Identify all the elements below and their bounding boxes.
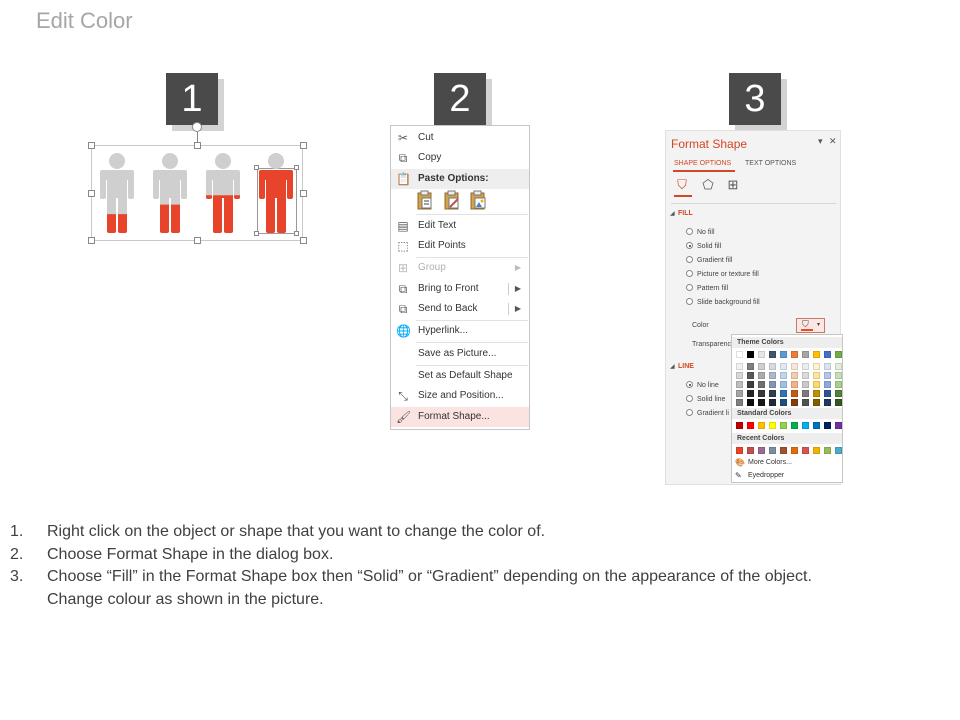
paste-picture-icon[interactable] xyxy=(469,190,487,210)
more-colors-option[interactable] xyxy=(735,457,792,468)
theme-shade-swatch[interactable] xyxy=(736,363,743,370)
size-position-icon: ⤡ xyxy=(398,389,408,403)
option-label: Gradient li xyxy=(697,410,729,417)
theme-shade-swatch[interactable] xyxy=(769,363,776,370)
person-figure[interactable] xyxy=(98,153,136,233)
recent-colors-header: Recent Colors xyxy=(732,433,842,444)
theme-color-swatch[interactable] xyxy=(758,351,765,358)
theme-shade-swatch[interactable] xyxy=(747,363,754,370)
instruction-text: Choose Format Shape in the dialog box. xyxy=(47,545,334,563)
instruction-number: 3. xyxy=(10,568,24,585)
hyperlink-icon: 🌐 xyxy=(396,324,411,338)
resize-handle[interactable] xyxy=(88,190,95,197)
instruction-text: Right click on the object or shape that you want to change the color of. xyxy=(47,523,546,540)
instruction-item xyxy=(10,521,950,544)
close-icon[interactable]: ✕ xyxy=(829,136,837,146)
theme-shade-swatch[interactable] xyxy=(835,363,842,370)
theme-shade-swatch[interactable] xyxy=(758,363,765,370)
fill-section-header[interactable]: FILL xyxy=(678,210,693,217)
eyedropper-option[interactable] xyxy=(735,470,784,481)
standard-color-swatch[interactable] xyxy=(824,422,831,429)
instruction-number xyxy=(10,589,47,612)
theme-shade-swatch[interactable] xyxy=(824,390,831,397)
format-shape-icon: 🖌 xyxy=(396,410,412,424)
option-label: Gradient fill xyxy=(697,257,733,264)
menu-item-send-to-back[interactable] xyxy=(391,299,529,319)
theme-shade-swatch[interactable] xyxy=(813,390,820,397)
instruction-item xyxy=(10,589,950,612)
theme-shade-swatch[interactable] xyxy=(769,381,776,388)
pane-title: Format Shape xyxy=(671,137,748,151)
radio-button[interactable] xyxy=(686,409,693,416)
paint-bucket-icon: ⛉ xyxy=(802,319,809,329)
scissors-icon: ✂ xyxy=(397,131,409,145)
submenu-arrow-icon[interactable]: ▶ xyxy=(514,304,521,313)
instruction-item xyxy=(10,566,950,589)
menu-item-group xyxy=(391,258,529,278)
instructions-list xyxy=(10,521,950,611)
theme-shade-swatch[interactable] xyxy=(747,399,754,406)
theme-color-swatch[interactable] xyxy=(835,351,842,358)
theme-shade-swatch[interactable] xyxy=(835,372,842,379)
recent-color-swatch[interactable] xyxy=(802,447,809,454)
theme-shade-swatch[interactable] xyxy=(747,372,754,379)
menu-item-label: Save as Picture... xyxy=(418,348,497,359)
line-option-gradient-line[interactable] xyxy=(686,409,729,419)
recent-color-swatch[interactable] xyxy=(780,447,787,454)
standard-color-swatch[interactable] xyxy=(736,422,743,429)
theme-shade-swatch[interactable] xyxy=(758,399,765,406)
resize-handle[interactable] xyxy=(88,142,95,149)
clipboard-icon: 📋 xyxy=(396,172,411,186)
recent-color-swatch[interactable] xyxy=(791,447,798,454)
group-icon: ⊞ xyxy=(397,261,409,275)
menu-item-label: Paste Options: xyxy=(418,173,489,184)
standard-color-swatch[interactable] xyxy=(835,422,842,429)
standard-colors-header: Standard Colors xyxy=(732,408,842,419)
theme-shade-swatch[interactable] xyxy=(813,381,820,388)
collapse-triangle-icon[interactable]: ◢ xyxy=(670,364,675,370)
menu-item-label: Edit Text xyxy=(418,220,457,231)
menu-item-label: Edit Points xyxy=(418,240,466,251)
menu-item-label: Cut xyxy=(418,132,434,143)
standard-color-swatch[interactable] xyxy=(813,422,820,429)
color-label: Color xyxy=(692,322,709,329)
menu-item-bring-to-front[interactable] xyxy=(391,279,529,299)
menu-item-label: Size and Position... xyxy=(418,390,504,401)
line-option-solid-line[interactable] xyxy=(686,395,725,405)
person-figure[interactable] xyxy=(257,153,295,233)
instruction-item xyxy=(10,544,950,567)
page-title: Edit Color xyxy=(36,8,133,33)
radio-button[interactable] xyxy=(686,298,693,305)
step-3-badge: 3 xyxy=(729,73,781,125)
option-label: Solid fill xyxy=(697,243,722,250)
current-color-swatch xyxy=(801,329,813,331)
theme-shade-swatch[interactable] xyxy=(780,372,787,379)
theme-color-swatch[interactable] xyxy=(824,351,831,358)
radio-button[interactable] xyxy=(686,242,693,249)
theme-shade-swatch[interactable] xyxy=(802,390,809,397)
active-icon-indicator xyxy=(674,195,692,197)
standard-color-swatch[interactable] xyxy=(780,422,787,429)
radio-button[interactable] xyxy=(686,395,693,402)
standard-color-swatch[interactable] xyxy=(802,422,809,429)
option-label: Solid line xyxy=(697,396,726,403)
option-label: No line xyxy=(697,382,719,389)
theme-shade-swatch[interactable] xyxy=(791,390,798,397)
option-label: Pattern fill xyxy=(697,285,729,292)
theme-color-swatch[interactable] xyxy=(780,351,787,358)
bring-to-front-icon: ⧉ xyxy=(398,282,408,296)
paste-use-destination-theme-icon[interactable] xyxy=(416,190,434,210)
menu-item-edit-points[interactable] xyxy=(391,236,529,256)
option-label: No fill xyxy=(697,229,715,236)
standard-color-swatch[interactable] xyxy=(747,422,754,429)
theme-shade-swatch[interactable] xyxy=(824,399,831,406)
text-box-icon: ▤ xyxy=(397,219,409,233)
menu-item-format-shape[interactable] xyxy=(391,407,529,427)
instruction-number: 1. xyxy=(10,523,24,540)
theme-shade-swatch[interactable] xyxy=(780,363,787,370)
theme-color-swatch[interactable] xyxy=(747,351,754,358)
fill-option-slide-background[interactable] xyxy=(686,298,760,308)
menu-item-label: Group xyxy=(418,262,446,273)
theme-shade-swatch[interactable] xyxy=(813,399,820,406)
theme-colors-header: Theme Colors xyxy=(732,337,842,348)
fill-line-icon[interactable]: ⛉ xyxy=(677,177,687,192)
theme-shade-swatch[interactable] xyxy=(835,390,842,397)
theme-shade-swatch[interactable] xyxy=(802,363,809,370)
recent-color-swatch[interactable] xyxy=(747,447,754,454)
standard-color-swatch[interactable] xyxy=(769,422,776,429)
menu-item-cut[interactable] xyxy=(391,128,529,148)
resize-handle[interactable] xyxy=(300,190,307,197)
effects-pentagon-icon[interactable]: ⬠ xyxy=(702,177,714,192)
resize-handle[interactable] xyxy=(300,237,307,244)
theme-shade-swatch[interactable] xyxy=(747,381,754,388)
person-figure[interactable] xyxy=(204,153,242,233)
theme-shade-swatch[interactable] xyxy=(747,390,754,397)
theme-shade-swatch[interactable] xyxy=(769,399,776,406)
instruction-text: Change colour as shown in the picture. xyxy=(47,590,324,608)
instruction-number: 2. xyxy=(10,545,24,563)
menu-item-label: Hyperlink... xyxy=(418,325,469,336)
theme-shade-swatch[interactable] xyxy=(736,381,743,388)
theme-shade-swatch[interactable] xyxy=(791,363,798,370)
option-label: Slide background fill xyxy=(697,299,760,306)
menu-item-label: Bring to Front xyxy=(418,283,479,294)
fill-option-no-fill[interactable] xyxy=(686,228,715,238)
theme-color-swatch[interactable] xyxy=(802,351,809,358)
theme-shade-swatch[interactable] xyxy=(824,372,831,379)
theme-shade-swatch[interactable] xyxy=(791,372,798,379)
pane-divider xyxy=(671,203,836,204)
resize-handle[interactable] xyxy=(194,142,201,149)
theme-shade-swatch[interactable] xyxy=(791,399,798,406)
active-tab-indicator xyxy=(673,170,735,172)
recent-color-swatch[interactable] xyxy=(736,447,743,454)
option-label: Picture or texture fill xyxy=(697,271,759,278)
theme-shade-swatch[interactable] xyxy=(835,399,842,406)
submenu-arrow-icon: ▶ xyxy=(514,263,521,272)
theme-shade-swatch[interactable] xyxy=(813,363,820,370)
theme-shade-swatch[interactable] xyxy=(758,381,765,388)
theme-shade-swatch[interactable] xyxy=(769,372,776,379)
paste-keep-formatting-icon[interactable] xyxy=(443,190,461,210)
copy-icon: ⧉ xyxy=(398,151,408,165)
menu-item-label: Send to Back xyxy=(418,303,478,314)
fill-option-pattern-fill[interactable] xyxy=(686,284,728,294)
menu-item-hyperlink[interactable] xyxy=(391,321,529,341)
menu-separator xyxy=(416,342,528,343)
tab-text-options[interactable]: TEXT OPTIONS xyxy=(745,160,797,167)
standard-color-swatch[interactable] xyxy=(791,422,798,429)
theme-shade-swatch[interactable] xyxy=(780,399,787,406)
theme-shade-swatch[interactable] xyxy=(736,399,743,406)
radio-button[interactable] xyxy=(686,381,693,388)
submenu-arrow-icon[interactable]: ▶ xyxy=(514,284,521,293)
menu-item-label: Set as Default Shape xyxy=(418,370,513,381)
standard-color-swatch[interactable] xyxy=(758,422,765,429)
menu-item-copy[interactable] xyxy=(391,148,529,168)
theme-color-swatch[interactable] xyxy=(813,351,820,358)
resize-handle[interactable] xyxy=(88,237,95,244)
recent-color-swatch[interactable] xyxy=(813,447,820,454)
collapse-triangle-icon[interactable]: ◢ xyxy=(670,211,675,217)
split-divider xyxy=(508,303,509,315)
theme-shade-swatch[interactable] xyxy=(835,381,842,388)
radio-button[interactable] xyxy=(686,284,693,291)
theme-shade-swatch[interactable] xyxy=(802,381,809,388)
radio-button[interactable] xyxy=(686,270,693,277)
size-properties-icon[interactable]: ⊞ xyxy=(727,177,739,192)
theme-shade-swatch[interactable] xyxy=(780,390,787,397)
theme-shade-swatch[interactable] xyxy=(813,372,820,379)
edit-points-icon: ⬚ xyxy=(397,239,409,253)
theme-shade-swatch[interactable] xyxy=(824,381,831,388)
context-menu xyxy=(390,125,530,430)
theme-shade-swatch[interactable] xyxy=(780,381,787,388)
recent-color-swatch[interactable] xyxy=(835,447,842,454)
resize-handle[interactable] xyxy=(300,142,307,149)
recent-color-swatch[interactable] xyxy=(758,447,765,454)
line-section-header[interactable]: LINE xyxy=(678,363,694,370)
fill-option-picture-texture[interactable] xyxy=(686,270,759,280)
fill-color-button[interactable] xyxy=(796,318,825,333)
theme-shade-swatch[interactable] xyxy=(736,372,743,379)
theme-shade-swatch[interactable] xyxy=(791,381,798,388)
radio-button[interactable] xyxy=(686,228,693,235)
eyedropper-icon: ✎ xyxy=(735,471,742,480)
theme-shade-swatch[interactable] xyxy=(802,399,809,406)
menu-item-edit-text[interactable] xyxy=(391,216,529,236)
recent-color-swatch[interactable] xyxy=(824,447,831,454)
chevron-down-icon: ▾ xyxy=(817,322,821,328)
menu-item-set-default-shape[interactable] xyxy=(391,366,529,386)
menu-separator xyxy=(416,214,528,215)
transparency-label: Transparenc xyxy=(692,341,732,348)
menu-item-size-and-position[interactable] xyxy=(391,386,529,406)
theme-shade-swatch[interactable] xyxy=(824,363,831,370)
color-palette-dropdown xyxy=(731,334,843,483)
paste-options-header xyxy=(391,169,529,189)
line-option-no-line[interactable] xyxy=(686,381,719,391)
menu-item-save-as-picture[interactable] xyxy=(391,344,529,364)
resize-handle[interactable] xyxy=(194,237,201,244)
radio-button[interactable] xyxy=(686,256,693,263)
split-divider xyxy=(508,283,509,295)
step-1-badge: 1 xyxy=(166,73,218,125)
fill-option-solid-fill[interactable] xyxy=(686,242,721,252)
person-figure[interactable] xyxy=(151,153,189,233)
tab-shape-options[interactable]: SHAPE OPTIONS xyxy=(674,160,732,167)
theme-color-swatch[interactable] xyxy=(736,351,743,358)
theme-shade-swatch[interactable] xyxy=(736,390,743,397)
rotation-handle[interactable] xyxy=(192,122,202,132)
recent-color-swatch[interactable] xyxy=(769,447,776,454)
theme-shade-swatch[interactable] xyxy=(758,372,765,379)
fill-option-gradient-fill[interactable] xyxy=(686,256,732,266)
send-to-back-icon: ⧉ xyxy=(398,302,408,316)
pane-options-dropdown-icon[interactable]: ▾ xyxy=(818,136,823,146)
menu-item-label: Format Shape... xyxy=(418,411,490,422)
option-label: Eyedropper xyxy=(748,472,785,479)
theme-color-swatch[interactable] xyxy=(791,351,798,358)
option-label: More Colors... xyxy=(748,459,792,466)
instruction-text: Choose “Fill” in the Format Shape box then “Solid” or “Gradient” depending on the appearance of the object. xyxy=(47,568,812,585)
theme-color-swatch[interactable] xyxy=(769,351,776,358)
color-wheel-icon: 🎨 xyxy=(735,458,745,467)
step-2-badge: 2 xyxy=(434,73,486,125)
menu-item-label: Copy xyxy=(418,152,442,163)
theme-shade-swatch[interactable] xyxy=(769,390,776,397)
theme-shade-swatch[interactable] xyxy=(758,390,765,397)
theme-shade-swatch[interactable] xyxy=(802,372,809,379)
